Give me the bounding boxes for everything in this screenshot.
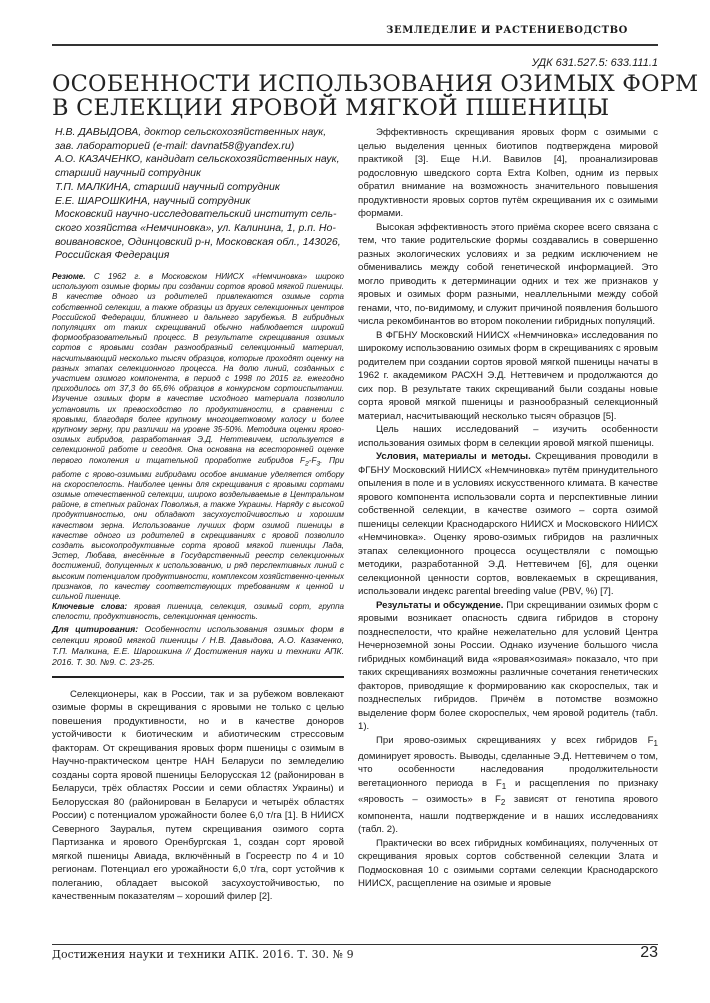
paragraph: Селекционеры, как в России, так и за рубежом вовлекают озимые формы в скрещивания с яровыми не только с целью повешения продуктивности, но и в качестве доноров устойчивости к биотическим и абиотическим стрессовым факторам. От скрещивания яровых форм пшеницы с озимым в Научно-практическом центре НАН Беларуси по земледелию созданы сорта яровой пшеницы Белорусская 12 (районирован в Беларуси, трёх областях России и семи областях Украины) и Белорусская 80 (районирован в Беларуси и четырёх областях России) с потенциалом урожайности более 6,0 т/га [1]. В НИИСХ Северного Зауралья, путем скрещивания озимого сорта Партизанка и ярового Оренбургская 1, создан сорт яровой мягкой пшеницы Авиада, включённый в Госреестр по 4 и 10 регионам. Потенциал его урожайности 6,0 т/га, сорт устойчив к полеганию, обладает высокой засухоустойчивостью, по качественным показателям – хороший филер [2]. [52, 688, 344, 903]
author-line: А.О. КАЗАЧЕНКО, кандидат сельскохозяйственных наук, [55, 153, 340, 166]
affiliation-line: Московский научно-исследовательский институт сель- [55, 208, 337, 221]
paragraph: Эффективность скрещивания яровых форм с озимыми с целью выделения ценных биотипов подтверждена мировой практикой [3]. Еще Н.И. Вавилов [4], проанализировав родословную шведского сорта Extra Kolben, одним из первых обратил внимание на возможность значительного повышения продуктивности яровых сортов путём скрещивания их с озимыми формами. [358, 127, 658, 219]
citation-label: Для цитирования: [52, 623, 139, 634]
paragraph: В ФГБНУ Московский НИИСХ «Немчиновка» исследования по широкому использованию озимых форм в скрещиваниях с яровым родителем при создании сортов яровой мягкой пшеницы начаты в 1962 г. академиком РАСХН Э.Д. Неттевичем и продолжаются до сих пор. В результате таких скрещиваний были созданы новые сорта яровой мягкой пшеницы и разнообразный селекционный материал, насчитывающий несколько тысяч образцов [5]. [358, 329, 658, 422]
author-line: старший научный сотрудник [55, 167, 201, 180]
left-column [52, 126, 344, 904]
running-header [52, 22, 658, 46]
udk-code: УДК 631.527.5: 633.111.1 [531, 57, 658, 69]
abstract-label: Резюме. [52, 272, 86, 282]
author-line: зав. лабораторией (e-mail: davnat58@yandex.ru) [55, 139, 295, 152]
right-column [358, 126, 658, 891]
right-body-text [358, 126, 658, 891]
paragraph-methods: Условия, материалы и методы. Скрещивания проводили в ФГБНУ Московский НИИСХ «Немчиновка» путём принудительного опыления в поле и в условиях искусственного климата. В качестве ярового компонента использовали сорта и перспективные линии собственной селекции, в качестве озимого – сорта озимой пшеницы селекции Краснодарского НИИСХ и Московского НИИСХ «Немчиновка». Оценку ярово-озимых гибридов на различных этапах селекционного процесса осуществляли с помощью методики, разработанной Э.Д. Неттевичем [6], для оценки селекционной ценности сортов, вовлекаемых в скрещивания, использовали индекс parental breeding value (PBV, %) [7]. [358, 451, 659, 597]
left-body-text [52, 688, 344, 904]
paragraph: При ярово-озимых скрещиваниях у всех гибридов $F_1$ доминирует яровость. Выводы, сделанные Э.Д. Неттевичем о том, что особенности наследования продолжительности вегетационного периода в $F_1$ и расщепления по признаку «яровость – озимость» в $F_2$ зависят от генотипа ярового компонента, нашли подтверждение и в наших исследованиях (табл. 2). [358, 734, 658, 836]
footer-rule [52, 944, 658, 945]
citation [52, 624, 344, 668]
article-title [52, 71, 699, 121]
title-line-1: ОСОБЕННОСТИ ИСПОЛЬЗОВАНИЯ ОЗИМЫХ ФОРМ [52, 71, 699, 97]
paragraph: Цель наших исследований – изучить особенности использования озимых форм в селекции яровой мягкой пшеницы. [358, 424, 658, 449]
citation-text: Особенности использования озимых форм в селекции яровой мягкой пшеницы / Н.В. Давыдова, А.О. Казаченко, Т.П. Малкина, Е.Е. Шарошкина // Достижения науки и техники АПК. 2016. Т. 30. №9. С. 23-25. [52, 623, 344, 667]
methods-heading: Условия, материалы и методы. [376, 451, 531, 462]
paragraph: Практически во всех гибридных комбинациях, полученных от скрещивания яровых сортов собственной селекции Злата и Подмосковная 10 с озимыми сортами селекции Краснодарского НИИСХ, расщепление на озимые и яровые [358, 837, 658, 890]
keywords-text: яровая пшеница, селекция, озимый сорт, группа спелости, продуктивность, селекционная ценность. [52, 602, 345, 622]
author-block [52, 126, 344, 263]
section-divider [52, 676, 344, 678]
keywords-label: Ключевые слова: [52, 602, 128, 612]
author-line: Т.П. МАЛКИНА, старший научный сотрудник [55, 180, 280, 193]
abstract [52, 272, 344, 623]
section-label: ЗЕМЛЕДЕЛИЕ И РАСТЕНИЕВОДСТВО [386, 25, 628, 36]
author-line: Н.В. ДАВЫДОВА, доктор сельскохозяйственных наук, [55, 126, 327, 138]
paragraph: Высокая эффективность этого приёма скорее всего связана с тем, что такие родительские формы создавались в совершенно разных экологических условиях и за редким исключением не обменивались между собой генетической информацией. Это могло приводить к детерминации одних и тех же признаков у яровых и озимых форм разными, неаллельными между собой генами, что, по-видимому, и служит причиной появления большого числа рекомбинантов во втором поколении гибридных популяций. [358, 221, 658, 327]
page-number: 23 [640, 944, 658, 961]
affiliation-line: ского хозяйства «Немчиновка», ул. Калинина, 1, р.п. Но- [55, 221, 336, 234]
paragraph-results: Результаты и обсуждение. При скрещивании озимых форм с яровыми возникает опасность сдвига гибридов в сторону позднеспелости, что крайне нежелательно для условий Центра Нечерноземной зоны России. Однако изучение большого числа гибридных комбинаций вида «яровая×озимая» показало, что при таких скрещиваниях возможны различные сочетания генетических факторов, приводящие к формированию как скороспелых, так и позднеспелых гибридов. Причём в потомстве возможно выделение форм более скороспелых, чем яровой родитель (табл. 1). [358, 599, 658, 732]
affiliation-line: Российская Федерация [55, 249, 170, 262]
results-heading: Результаты и обсуждение. [376, 599, 504, 611]
abstract-text: С 1962 г. в Московском НИИСХ «Немчиновка» широко используют озимые формы при создании сортов яровой мягкой пшеницы. В качестве одного из родителей привлекаются озимые сорта собственной селекции, а также образцы из других селекционных центров Российской Федерации, ближнего и дальнего зарубежья. В гибридных популяциях от таких скрещиваний обычно наблюдается широкий формообразовательный процесс. В результате скрещивания озимых сортов с яровыми создан разнообразный селекционный материал, насчитывающий несколько тысяч образцов, которые проходят оценку на разных этапах селекционного процесса. На долю линий, созданных с участием озимого компонента, в период с 1998 по 2015 гг. ежегодно приходилось от 37,3 до 65,6% образцов в конкурсном сортоиспытании. Изучение озимых форм в качестве исходного материала позволило установить их превосходство по продуктивности, в сравнении с яровыми, благодаря более крупному многоцветковому колосу и более крупному зерну, при различии на уровне 35-50%. Методика оценки ярово-озимых гибридов, разработанная Э.Д. Неттевичем, используется в селекционной работе и сегодня. Она основана на всесторонней оценке первого поколения и тщательной проработке гибридов $F_2-F_3$. При работе с ярово-озимыми гибридами особое внимание уделяется отбору на скороспелость. Наиболее ценны для скрещивания с яровыми сортами озимые отечественной селекции, широко возделываемые в Центральном районе, в степных районах Поволжья, а также Украины. Наряду с высокой продуктивностью, они обладают засухоустойчивостью и хорошим качеством зерна. Использование лучших форм озимой пшеницы в качестве одного из родителей в скрещиваниях с яровой позволило создать высокопродуктивные сорта яровой мягкой пшеницы Лада, Эстер, Любава, внесённые в Государственный реестр селекционных достижений, допущенных к использованию, и ряд перспективных линий с высоким потенциалом продуктивности, комплексом хозяйственно-ценных признаков, по качеству соответствующих требованиям к ценной и сильной пшенице. [52, 272, 345, 601]
title-line-2: В СЕЛЕКЦИИ ЯРОВОЙ МЯГКОЙ ПШЕНИЦЫ [52, 95, 610, 121]
footer-journal: Достижения науки и техники АПК. 2016. Т. 30. № 9 [52, 948, 354, 961]
author-line: Е.Е. ШАРОШКИНА, научный сотрудник [55, 194, 251, 207]
affiliation-line: воивановское, Одинцовский р-н, Московская обл., 143026, [55, 235, 341, 248]
